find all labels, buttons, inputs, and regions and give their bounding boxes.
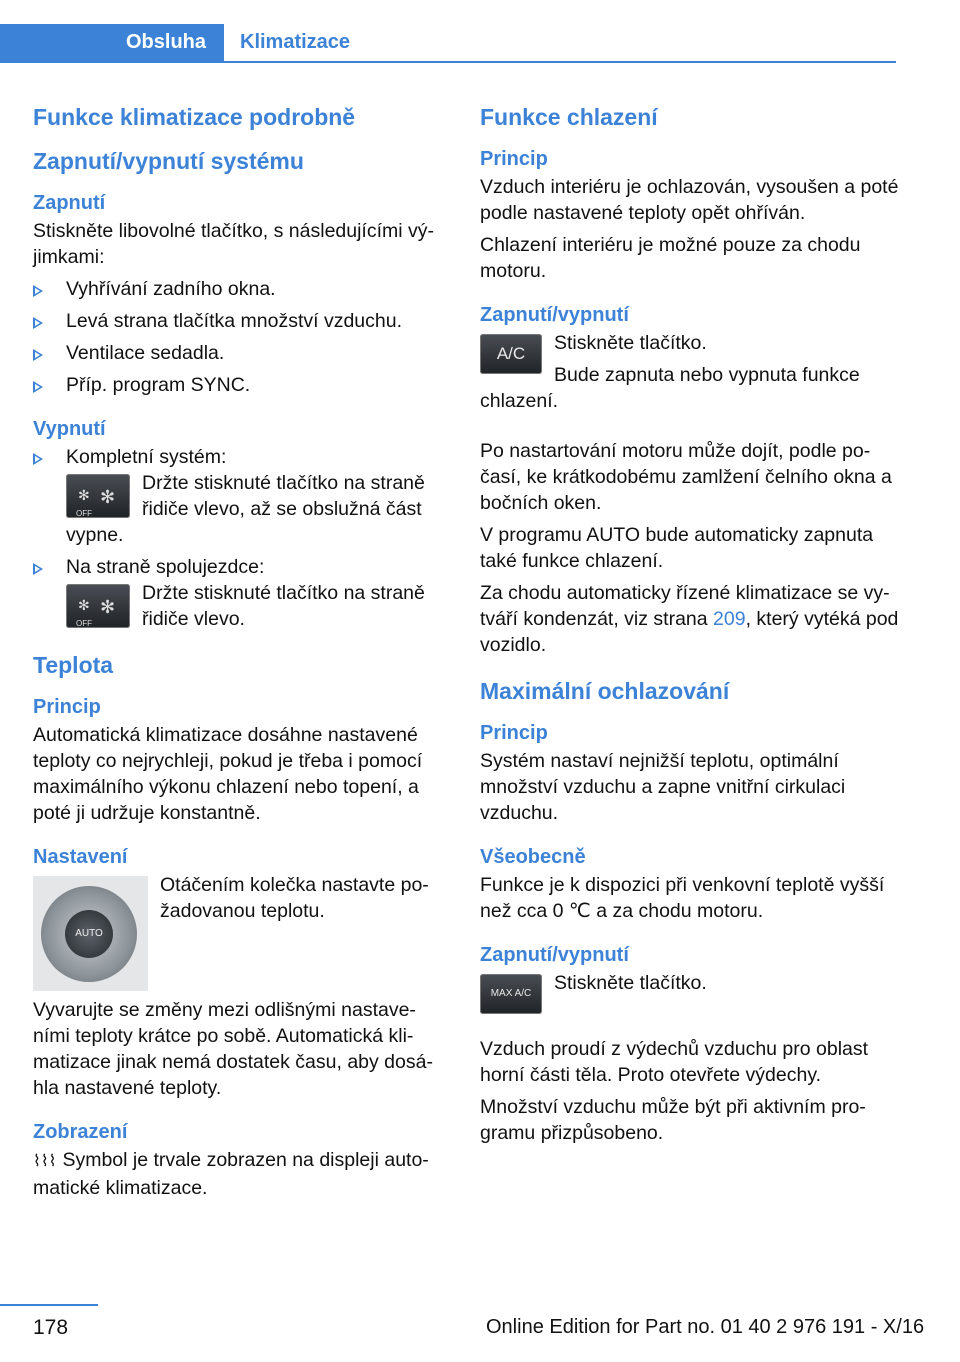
right-column [480, 98, 900, 1152]
triangle-bullet-icon [33, 563, 43, 575]
rear-heating-symbol-icon: ⌇⌇⌇ [33, 1153, 57, 1170]
principle-text: Chlazení interiéru je možné pouze za chodu motoru. [480, 234, 861, 282]
triangle-bullet-icon [33, 453, 43, 465]
onoff-text: Stiskněte tlačítko. [554, 332, 707, 354]
list-item: Na straně spolujezdce: ✻ ✻ OFF Držte stisknuté tlačítko na straně řidiče vlevo. [33, 554, 443, 632]
heading-on-off: Zapnutí/vypnutí [480, 304, 629, 326]
triangle-bullet-icon [33, 317, 43, 329]
triangle-bullet-icon [33, 381, 43, 393]
temperature-knob-icon: AUTO [33, 876, 148, 991]
fan-off-button-icon: ✻ ✻ OFF [66, 584, 130, 628]
list-item: Vyhřívání zadního okna. [33, 276, 443, 302]
heading-max-cooling: Maximální ochlazování [480, 678, 730, 704]
after-text: Po nastartování motoru může dojít, podle po‐ časí, ke krátkodobému zamlžení čelního okna a bočních oken. [480, 440, 892, 514]
list-item: Levá strana tlačítka množství vzduchu. [33, 308, 443, 334]
heading-off: Vypnutí [33, 418, 106, 440]
after-text: Za chodu automaticky řízené klimatizace se vy‐ tváří kondenzát, viz strana 209, který vytéká pod vozidlo. [480, 582, 899, 656]
on-text: Stiskněte libovolné tlačítko, s následujícími vý‐ jimkami: [33, 220, 435, 268]
page-number: 178 [33, 1316, 69, 1339]
setting-note: Vyvarujte se změny mezi odlišnými nastave‐ ními teploty krátce po sobě. Automatická kli‐ matizace jinak nemá dostatek času, aby dosá‐ hla nastavené teploty. [33, 999, 433, 1099]
page-link[interactable]: 209 [713, 608, 746, 630]
list-item: Příp. program SYNC. [33, 372, 443, 398]
left-column [33, 98, 443, 1207]
max-principle-text: Systém nastaví nejnižší teplotu, optimální množství vzduchu a zapne vnitřní cirkulaci vzduchu. [480, 750, 846, 824]
general-text: Funkce je k dispozici při venkovní teplotě vyšší než cca 0 ℃ a za chodu motoru. [480, 874, 885, 922]
heading-principle: Princip [480, 722, 548, 744]
triangle-bullet-icon [33, 349, 43, 361]
on-exceptions-list [33, 276, 443, 398]
after-text: V programu AUTO bude automaticky zapnuta také funkce chlazení. [480, 524, 874, 572]
max-ac-button-icon: MAX A/C [480, 974, 542, 1014]
page-header [0, 24, 896, 63]
heading-general: Všeobecně [480, 846, 586, 868]
heading-display: Zobrazení [33, 1121, 128, 1143]
edition-text: Online Edition for Part no. 01 40 2 976 191 - X/16 [486, 1316, 925, 1338]
display-text: ⌇⌇⌇ Symbol je trvale zobrazen na displeji auto‐ matické klimatizace. [33, 1149, 429, 1199]
heading-on: Zapnutí [33, 192, 106, 214]
ac-button-icon: A/C [480, 334, 542, 374]
footer-divider [0, 1304, 98, 1306]
tab-klimatizace[interactable]: Klimatizace [240, 31, 351, 53]
heading-principle: Princip [480, 148, 548, 170]
heading-temperature: Teplota [33, 652, 114, 678]
onoff-text: Bude zapnuta nebo vypnuta funkce chlazení. [480, 364, 860, 412]
onoff-text: Stiskněte tlačítko. [554, 972, 707, 994]
list-item: Kompletní systém: ✻ ✻ OFF Držte stisknuté tlačítko na straně řidiče vlevo, až se obslužná část vypne. [33, 444, 443, 548]
list-item: Ventilace sedadla. [33, 340, 443, 366]
tab-obsluha[interactable]: Obsluha [0, 24, 224, 61]
final-text: Množství vzduchu může být při aktivním pro‐ gramu přizpůsobeno. [480, 1096, 866, 1144]
heading-cooling-function: Funkce chlazení [480, 104, 658, 130]
final-text: Vzduch proudí z výdechů vzduchu pro oblast horní části těla. Proto otevřete výdechy. [480, 1038, 869, 1086]
triangle-bullet-icon [33, 285, 43, 297]
principle-text: Automatická klimatizace dosáhne nastavené teploty co nejrychleji, pokud je třeba i pomocí maximálního výkonu chlazení nebo topení, a poté ji udržuje konstantně. [33, 724, 423, 824]
heading-climate-functions: Funkce klimatizace podrobně [33, 104, 356, 130]
fan-off-button-icon: ✻ ✻ OFF [66, 474, 130, 518]
heading-on-off: Zapnutí/vypnutí [480, 944, 629, 966]
principle-text: Vzduch interiéru je ochlazován, vysoušen a poté podle nastavené teploty opět ohříván. [480, 176, 899, 224]
heading-system-on-off: Zapnutí/vypnutí systému [33, 148, 304, 174]
setting-text: Otáčením kolečka nastavte po‐ žadovanou teplotu. [160, 874, 429, 922]
off-list [33, 444, 443, 632]
heading-setting: Nastavení [33, 846, 128, 868]
heading-principle: Princip [33, 696, 101, 718]
